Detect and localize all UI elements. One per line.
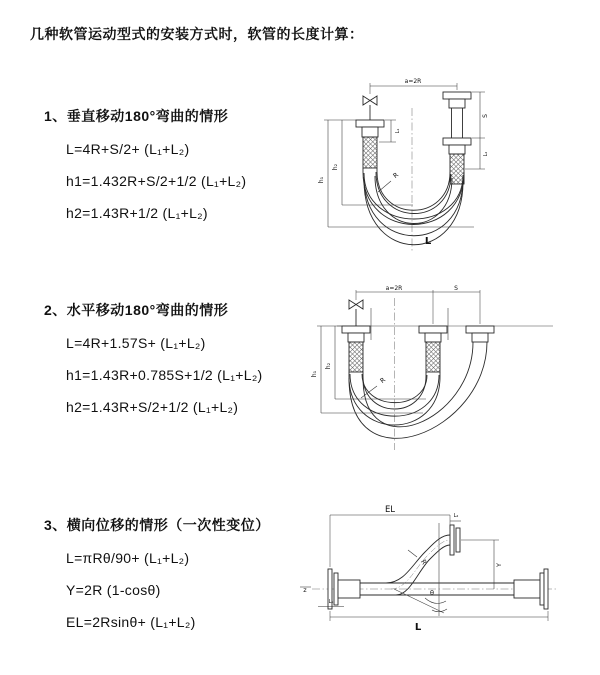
dim-label-l2: L₂ xyxy=(483,151,489,157)
formula-line: L=4R+S/2+ (L₁+L₂) xyxy=(66,141,190,157)
length-label: L xyxy=(414,622,422,633)
braided-hose xyxy=(426,342,440,372)
diagram-lateral-displacement xyxy=(298,503,598,640)
formula-line: L=πRθ/90+ (L₁+L₂) xyxy=(66,550,190,566)
radius-label: R xyxy=(391,170,401,180)
section-horizontal-bend xyxy=(44,300,263,423)
angle-label: θ xyxy=(430,589,434,597)
dim-label-a2r: a=2R xyxy=(385,285,403,292)
dim-label-l2: L₂ xyxy=(453,513,459,519)
right-flange xyxy=(514,569,548,609)
formula-line: h1=1.432R+S/2+1/2 (L₁+L₂) xyxy=(66,173,247,189)
braided-hose xyxy=(349,342,363,372)
formula-line: h1=1.43R+0.785S+1/2 (L₁+L₂) xyxy=(66,367,263,383)
dim-label-y: Y xyxy=(495,563,503,567)
left-fitting xyxy=(356,120,384,168)
section-3-formulas xyxy=(44,542,270,638)
page-title: 几种软管运动型式的安装方式时，软管的长度计算： xyxy=(30,26,364,42)
braided-hose xyxy=(363,137,377,168)
angle-arc xyxy=(425,598,446,603)
right-fitting xyxy=(466,326,494,342)
dim-label-h1: h₁ xyxy=(318,176,325,184)
radius-construction-line xyxy=(394,589,444,613)
valve-icon xyxy=(349,300,363,309)
formula-line: h2=1.43R+1/2 (L₁+L₂) xyxy=(66,205,208,221)
formula-line: h2=1.43R+S/2+1/2 (L₁+L₂) xyxy=(66,399,239,415)
section-1-heading: 1、垂直移动180°弯曲的情形 xyxy=(44,108,229,124)
diagram-horizontal-180-bend xyxy=(303,282,598,457)
dim-label-l1: L₁ xyxy=(328,599,334,605)
radius-label: R xyxy=(378,375,388,385)
formula-line: EL=2Rsinθ+ (L₁+L₂) xyxy=(66,614,196,630)
section-2-heading: 2、水平移动180°弯曲的情形 xyxy=(44,302,229,318)
axis-mark: z xyxy=(303,586,307,594)
valve-icon xyxy=(363,96,377,105)
section-lateral-displacement xyxy=(44,515,270,638)
top-flange xyxy=(450,525,460,555)
dim-label-s: S xyxy=(482,114,489,118)
section-2-formulas xyxy=(44,327,263,423)
left-fitting xyxy=(342,326,370,372)
section-1-formulas xyxy=(44,133,246,229)
section-3-heading: 3、横向位移的情形（一次性变位） xyxy=(44,517,270,533)
dim-label-s: S xyxy=(454,285,458,292)
dim-label-a2r: a=2R xyxy=(404,78,422,85)
dim-label-h1: h₁ xyxy=(311,370,318,378)
radius-label: R xyxy=(419,558,429,566)
dim-label-l1: L₁ xyxy=(395,128,401,134)
hose-u-bends xyxy=(349,342,487,438)
diagram-vertical-180-bend xyxy=(312,72,592,262)
angle-arc xyxy=(432,609,447,612)
right-fitting xyxy=(443,92,471,184)
dim-label-h2: h₂ xyxy=(332,163,339,171)
formula-line: Y=2R (1-cosθ) xyxy=(66,582,161,598)
dim-label-h2: h₂ xyxy=(325,362,332,370)
hose-centerline xyxy=(391,540,450,589)
hose-u-bends xyxy=(363,168,464,245)
middle-fitting xyxy=(419,326,447,372)
dim-label-el: EL xyxy=(384,505,396,515)
section-vertical-bend xyxy=(44,106,246,229)
formula-line: L=4R+1.57S+ (L₁+L₂) xyxy=(66,335,206,351)
length-label: L xyxy=(424,236,432,247)
